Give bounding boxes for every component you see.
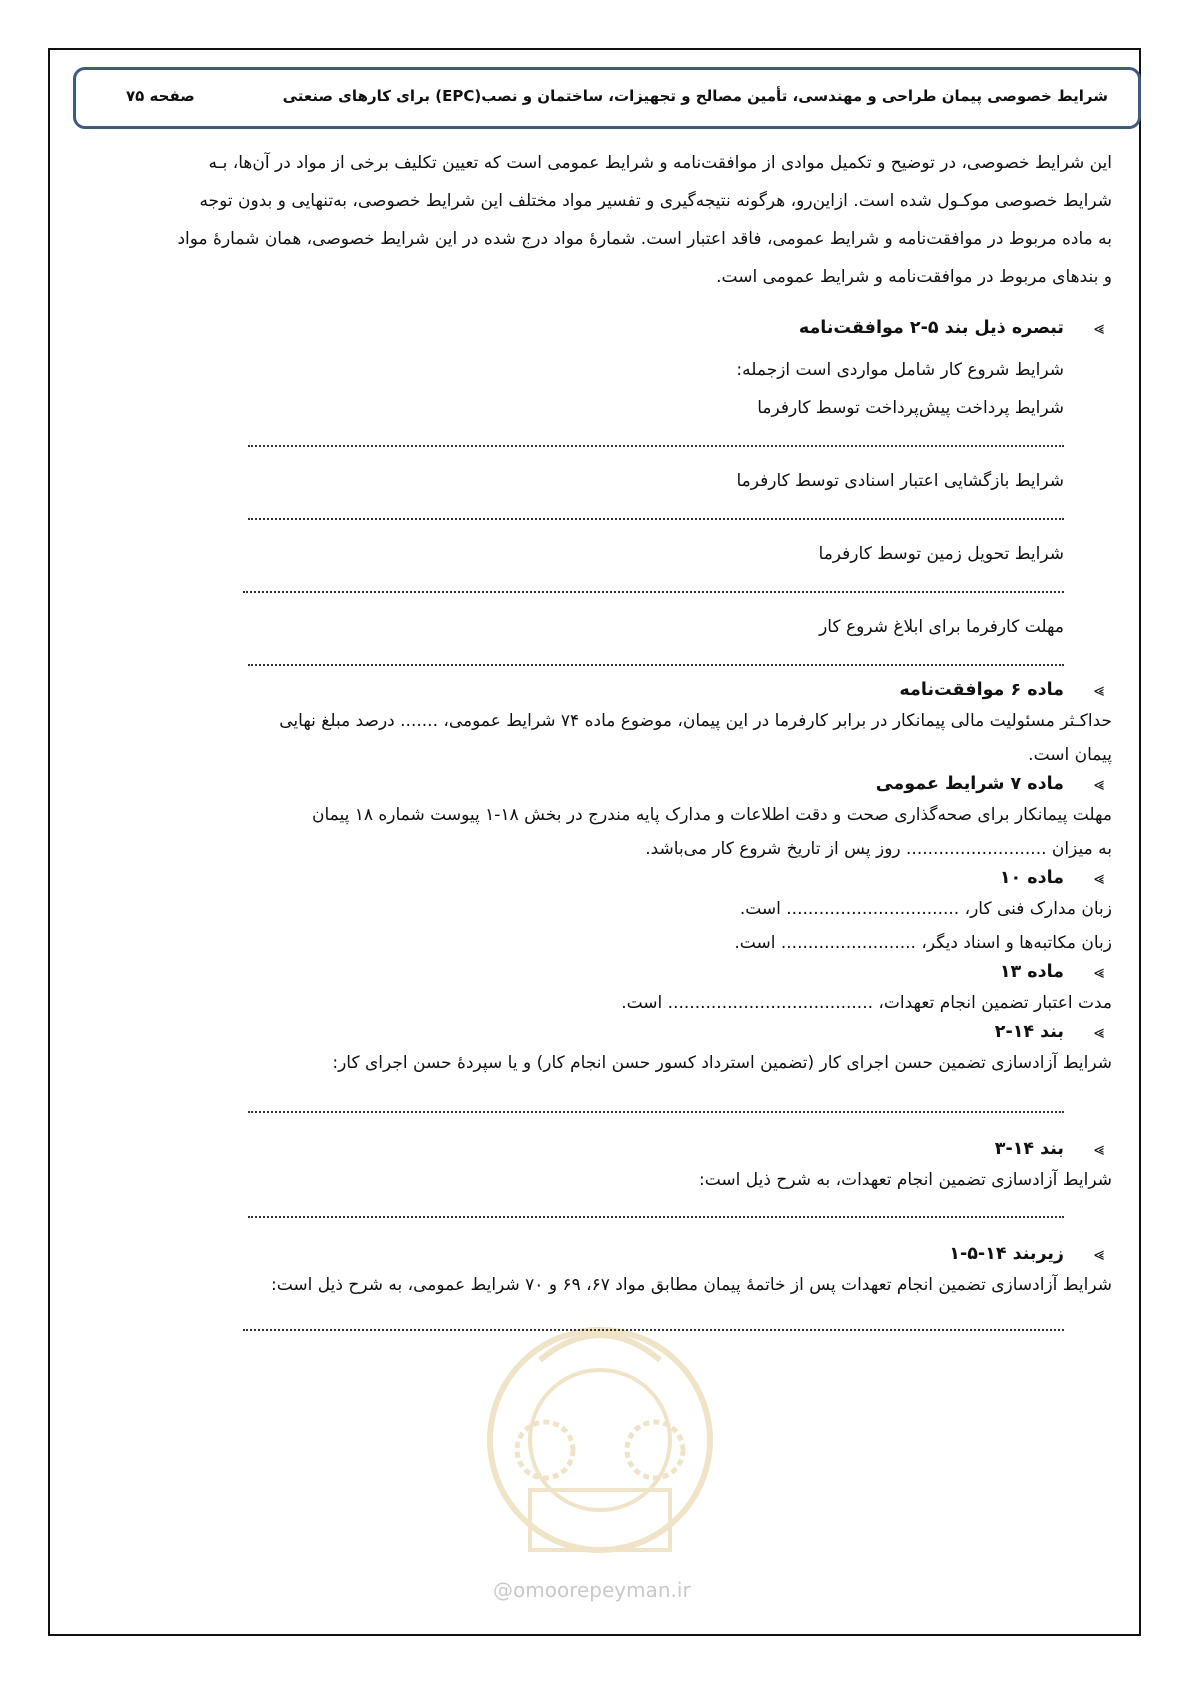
- section-text: شرایط آزادسازی تضمین انجام تعهدات پس از خاتمهٔ پیمان مطابق مواد ۶۷، ۶۹ و ۷۰ شرایط عمومی، به شرح ذیل است:: [270, 1275, 1112, 1295]
- arrow-bullet-icon: ⪢: [1093, 318, 1104, 339]
- section-intro: شرایط شروع کار شامل مواردی است ازجمله:: [736, 360, 1064, 380]
- section-heading: [88, 962, 1112, 982]
- fill-in-line: [243, 1328, 1064, 1331]
- fill-in-line: [248, 1215, 1064, 1218]
- section-heading: [88, 318, 1112, 338]
- arrow-bullet-icon: ⪢: [1093, 962, 1104, 983]
- section-heading-text: ماده ۱۳: [999, 962, 1064, 982]
- arrow-bullet-icon: ⪢: [1093, 680, 1104, 701]
- arrow-bullet-icon: ⪢: [1093, 868, 1104, 889]
- section-clause-14-2: [88, 1022, 1112, 1113]
- section-text: مهلت پیمانکار برای صحه‌گذاری صحت و دقت اطلاعات و مدارک پایه مندرج در بخش ۱۸-۱ پیوست شماره ۱۸ پیمان: [311, 805, 1112, 825]
- arrow-bullet-icon: ⪢: [1093, 1022, 1104, 1043]
- section-heading: [88, 680, 1112, 700]
- section-heading-text: بند ۱۴-۳: [994, 1139, 1064, 1159]
- intro-line: شرایط خصوصی موکـول شده است. ازاین‌رو، هرگونه نتیجه‌گیری و تفسیر مواد مختلف این شرایط خصوصی، به‌تنهایی و بدون توجه: [199, 191, 1112, 211]
- section-heading: [88, 774, 1112, 794]
- fill-in-line: [243, 590, 1064, 593]
- section-heading: [88, 1244, 1112, 1264]
- intro-line: و بندهای مربوط در موافقت‌نامه و شرایط عمومی است.: [716, 267, 1112, 287]
- section-agreement-note: [88, 318, 1112, 666]
- section-heading: [88, 1139, 1112, 1159]
- intro-paragraph: [88, 144, 1112, 296]
- fill-in-line: [248, 663, 1064, 666]
- section-text: شرایط آزادسازی تضمین انجام تعهدات، به شرح ذیل است:: [698, 1170, 1112, 1190]
- section-text: مدت اعتبار تضمین انجام تعهدات، ...................................... است.: [621, 993, 1112, 1013]
- section-text: زبان مدارک فنی کار، ................................ است.: [739, 899, 1112, 919]
- section-text: زبان مکاتبه‌ها و اسناد دیگر، ......................... است.: [734, 933, 1112, 953]
- section-heading-text: زیربند ۱۴-۵-۱: [949, 1244, 1064, 1264]
- section-heading-text: ماده ۶ موافقت‌نامه: [899, 680, 1064, 700]
- section-heading-text: ماده ۱۰: [999, 868, 1064, 888]
- section-text: حداکـثر مسئولیت مالی پیمانکار در برابر کارفرما در این پیمان، موضوع ماده ۷۴ شرایط عمومی، ....... درصد مبلغ نهایی: [279, 711, 1112, 731]
- section-heading: [88, 1022, 1112, 1042]
- fill-in-line: [248, 444, 1064, 447]
- section-text: شرایط آزادسازی تضمین حسن اجرای کار (تضمین استرداد کسور حسن انجام کار) و یا سپردهٔ حسن اجرای کار:: [332, 1053, 1112, 1073]
- section-article-7: [88, 774, 1112, 866]
- section-heading-text: ماده ۷ شرایط عمومی: [875, 774, 1064, 794]
- arrow-bullet-icon: ⪢: [1093, 1244, 1104, 1265]
- condition-item: مهلت کارفرما برای ابلاغ شروع کار: [819, 617, 1064, 637]
- section-text: پیمان است.: [1028, 745, 1112, 765]
- section-article-10: [88, 868, 1112, 960]
- watermark-url: @omoorepeyman.ir: [493, 1578, 691, 1602]
- intro-line: این شرایط خصوصی، در توضیح و تکمیل موادی از موافقت‌نامه و شرایط عمومی است که تعیین تکلیف برخی از مواد در آن‌ها، بـه: [208, 153, 1112, 173]
- arrow-bullet-icon: ⪢: [1093, 774, 1104, 795]
- condition-item: شرایط پرداخت پیش‌پرداخت توسط کارفرما: [757, 398, 1064, 418]
- page-number: صفحه ۷۵: [126, 87, 195, 105]
- page-header: [73, 67, 1141, 129]
- section-clause-14-3: [88, 1139, 1112, 1218]
- header-title: شرایط خصوصی پیمان طراحی و مهندسی، تأمین مصالح و تجهیزات، ساختمان و نصب(EPC) برای کارهای صنعتی: [282, 87, 1108, 105]
- section-heading-text: بند ۱۴-۲: [994, 1022, 1064, 1042]
- section-heading-text: تبصره ذیل بند ۵-۲ موافقت‌نامه: [798, 318, 1064, 338]
- condition-item: شرایط تحویل زمین توسط کارفرما: [818, 544, 1064, 564]
- section-text: به میزان .......................... روز پس از تاریخ شروع کار می‌باشد.: [645, 839, 1112, 859]
- section-heading: [88, 868, 1112, 888]
- fill-in-line: [248, 517, 1064, 520]
- arrow-bullet-icon: ⪢: [1093, 1139, 1104, 1160]
- document-body: [88, 144, 1112, 1614]
- fill-in-line: [248, 1110, 1064, 1113]
- intro-line: به ماده مربوط در موافقت‌نامه و شرایط عمومی، فاقد اعتبار است. شمارهٔ مواد درج شده در این شرایط خصوصی، همان شمارهٔ مواد: [177, 229, 1112, 249]
- section-article-13: [88, 962, 1112, 1020]
- condition-item: شرایط بازگشایی اعتبار اسنادی توسط کارفرما: [736, 471, 1064, 491]
- section-article-6: [88, 680, 1112, 772]
- section-subclause-14-5-1: [88, 1244, 1112, 1331]
